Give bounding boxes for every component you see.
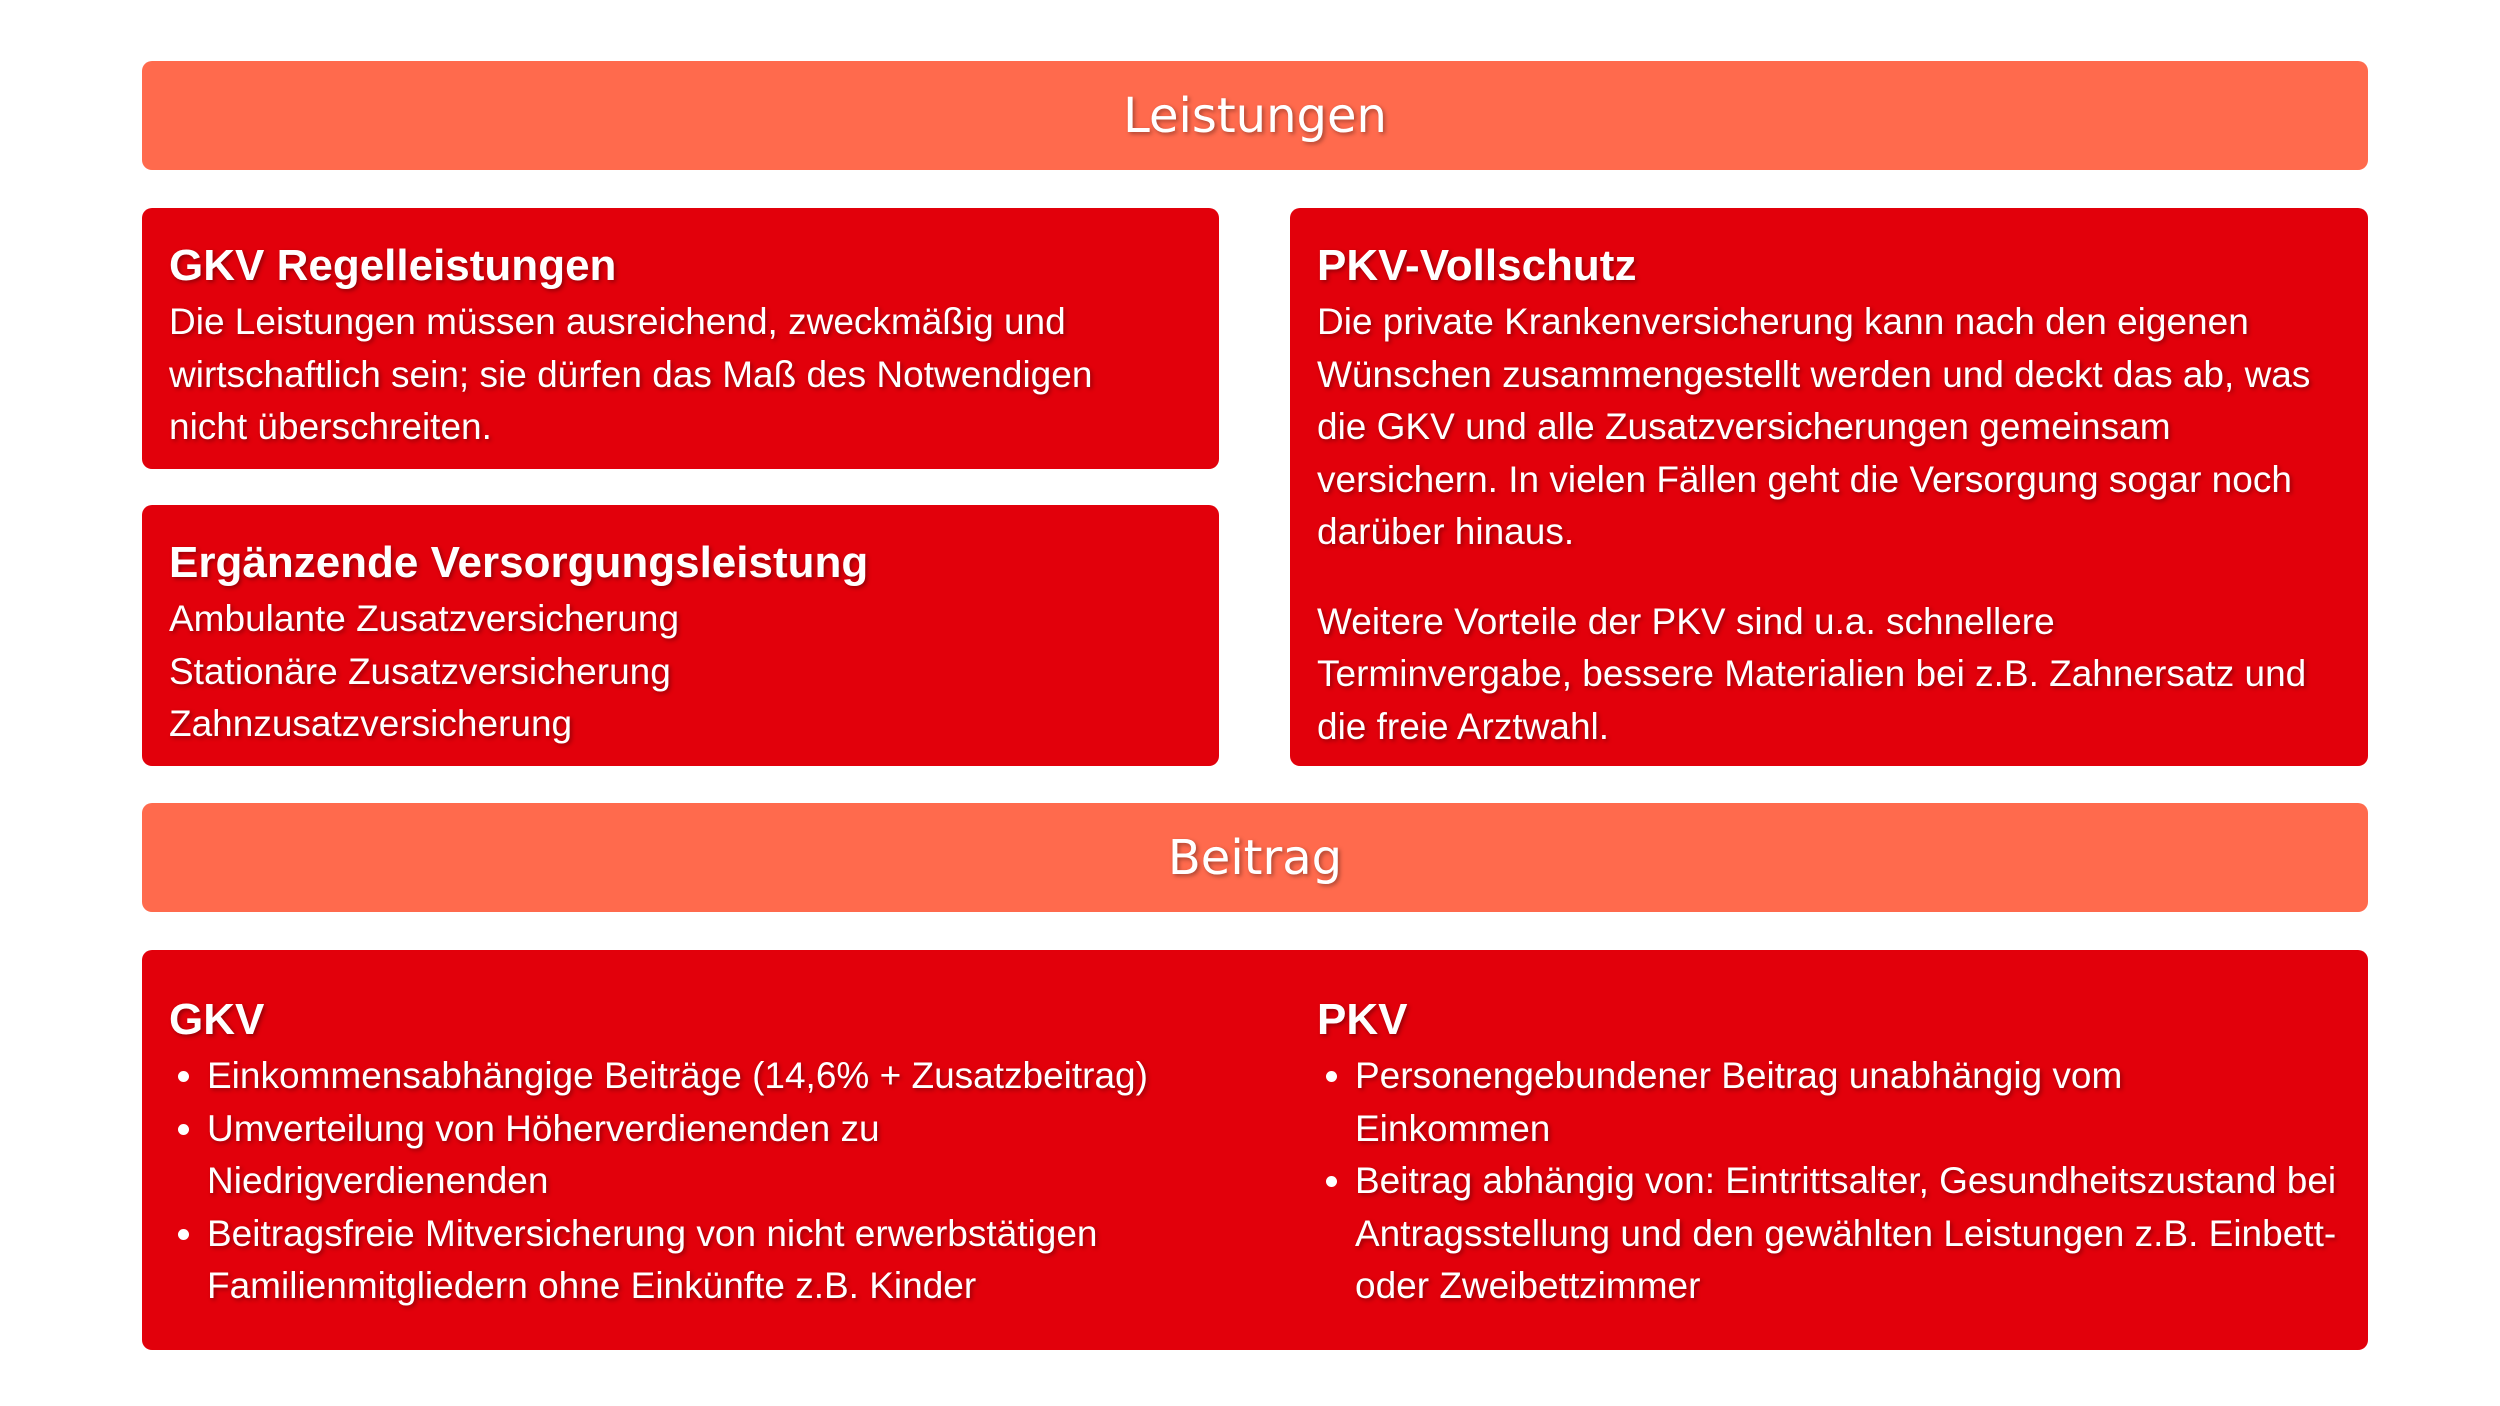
ergaenzende-versorgung-card [142, 505, 1219, 766]
beitrag-pkv-list [1317, 1050, 2337, 1313]
leistungen-header [142, 61, 2368, 170]
ergaenzende-versorgung-title: Ergänzende Versorgungsleistung [169, 538, 869, 587]
beitrag-gkv-column [169, 990, 1249, 1313]
list-item: • Personengebundener Beitrag unabhängig vom Einkommen [1355, 1050, 2205, 1155]
list-item: • Beitrag abhängig von: Eintrittsalter, Gesundheitszustand bei Antragsstellung und den gewählten Leistungen z.B. Einbett- oder Zweibettzimmer [1355, 1155, 2345, 1313]
beitrag-gkv-list [169, 1050, 1249, 1313]
ergaenzende-versorgung-list [169, 593, 1192, 751]
list-item: • Umverteilung von Höherverdienenden zu Niedrigverdienenden [207, 1103, 947, 1208]
beitrag-header-label: Beitrag [1167, 829, 1343, 886]
list-item: Ambulante Zusatzversicherung [169, 598, 680, 639]
list-item: Zahnzusatzversicherung [169, 703, 573, 744]
beitrag-card [142, 950, 2368, 1350]
gkv-regelleistungen-text: Die Leistungen müssen ausreichend, zweckmäßig und wirtschaftlich sein; sie dürfen das Maß des Notwendigen nicht überschreiten. [169, 301, 1093, 447]
pkv-vollschutz-text-2: Weitere Vorteile der PKV sind u.a. schnellere Terminvergabe, bessere Materialien bei z.B. Zahnersatz und die freie Arztwahl. [1317, 600, 2307, 747]
beitrag-pkv-title: PKV [1317, 995, 1408, 1044]
list-item: • Beitragsfreie Mitversicherung von nicht erwerbstätigen Familienmitgliedern ohne Einkünfte z.B. Kinder [207, 1208, 1187, 1313]
beitrag-header [142, 803, 2368, 912]
pkv-vollschutz-title: PKV-Vollschutz [1317, 241, 1637, 290]
pkv-vollschutz-text-1: Die private Krankenversicherung kann nach den eigenen Wünschen zusammengestellt werden und deckt das ab, was die GKV und alle Zusatzversicherungen gemeinsam versichern. In vielen Fällen geht die Versorgung sogar noch darüber hinaus. [1317, 301, 2311, 552]
beitrag-pkv-column [1317, 990, 2337, 1313]
pkv-vollschutz-card [1290, 208, 2368, 766]
beitrag-gkv-title: GKV [169, 995, 265, 1044]
list-item: Stationäre Zusatzversicherung [169, 650, 671, 692]
gkv-regelleistungen-title: GKV Regelleistungen [169, 241, 617, 290]
gkv-regelleistungen-card [142, 208, 1219, 469]
leistungen-header-label: Leistungen [1123, 87, 1387, 144]
list-item: • Einkommensabhängige Beiträge (14,6% + Zusatzbeitrag) [207, 1050, 1249, 1103]
